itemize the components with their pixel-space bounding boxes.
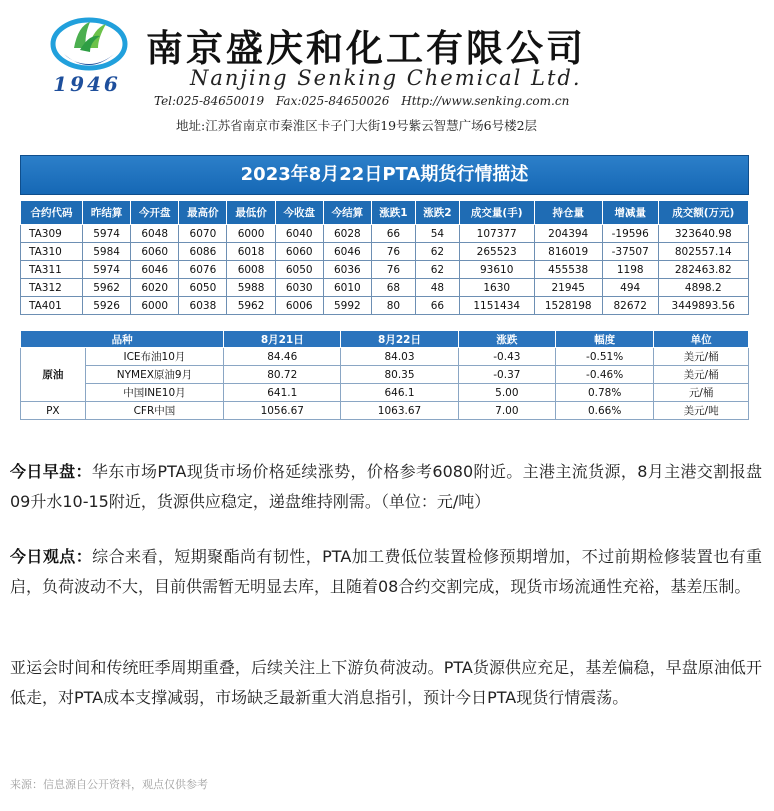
futures-header-cell: 涨跌1 [371, 201, 415, 225]
futures-cell: 6000 [131, 297, 179, 315]
d21-cell: 641.1 [224, 384, 341, 402]
futures-header-row [21, 201, 749, 225]
futures-cell: 1630 [459, 279, 534, 297]
futures-cell: 6060 [275, 243, 323, 261]
futures-header-cell: 增减量 [602, 201, 658, 225]
futures-cell: 5988 [227, 279, 275, 297]
percent-cell: 0.78% [556, 384, 654, 402]
d22-cell: 1063.67 [341, 402, 458, 420]
d21-cell: 80.72 [224, 366, 341, 384]
crude-header-cell: 8月21日 [224, 331, 341, 348]
d22-cell: 80.35 [341, 366, 458, 384]
futures-cell: 282463.82 [658, 261, 748, 279]
futures-cell: 1198 [602, 261, 658, 279]
futures-cell: 48 [415, 279, 459, 297]
futures-cell: 6008 [227, 261, 275, 279]
paragraph-label: 今日早盘： [10, 462, 92, 481]
futures-cell: 6050 [275, 261, 323, 279]
paragraph-text: 综合来看，短期聚酯尚有韧性，PTA加工费低位装置检修预期增加，不过前期检修装置也有重启，负荷波动不大，目前供需暂无明显去库，且随着08合约交割完成，现货市场流通性充裕，基差压制。 [10, 547, 762, 596]
futures-cell: 6018 [227, 243, 275, 261]
futures-cell: 5974 [83, 225, 131, 243]
futures-cell: 76 [371, 261, 415, 279]
change-cell: 7.00 [458, 402, 555, 420]
futures-header-cell: 最高价 [179, 201, 227, 225]
crude-header-row [21, 331, 749, 348]
futures-cell: 68 [371, 279, 415, 297]
futures-header-cell: 今收盘 [275, 201, 323, 225]
futures-row [21, 279, 749, 297]
futures-cell: 5984 [83, 243, 131, 261]
crude-row [21, 366, 749, 384]
futures-cell: 3449893.56 [658, 297, 748, 315]
percent-cell: 0.66% [556, 402, 654, 420]
fax-text: Fax:025-84650026 [275, 94, 390, 108]
futures-cell: 54 [415, 225, 459, 243]
d21-cell: 84.46 [224, 348, 341, 366]
futures-cell: 82672 [602, 297, 658, 315]
futures-cell: 62 [415, 243, 459, 261]
futures-table [20, 200, 749, 315]
futures-cell: 4898.2 [658, 279, 748, 297]
futures-cell: 323640.98 [658, 225, 748, 243]
company-name-cn: 南京盛庆和化工有限公司 [146, 26, 586, 70]
futures-cell: 455538 [534, 261, 602, 279]
futures-cell: 5992 [323, 297, 371, 315]
futures-cell: 6050 [179, 279, 227, 297]
change-cell: -0.37 [458, 366, 555, 384]
category-cell: 原油 [21, 348, 86, 402]
futures-cell: 5962 [227, 297, 275, 315]
contract-code-cell: TA310 [21, 243, 83, 261]
crude-row [21, 348, 749, 366]
futures-cell: 6006 [275, 297, 323, 315]
futures-cell: 21945 [534, 279, 602, 297]
contract-code-cell: TA311 [21, 261, 83, 279]
crude-row [21, 402, 749, 420]
crude-header-cell: 幅度 [556, 331, 654, 348]
unit-cell: 元/桶 [654, 384, 749, 402]
change-cell: 5.00 [458, 384, 555, 402]
website-link[interactable]: Http://www.senking.com.cn [401, 94, 570, 108]
futures-cell: 6046 [323, 243, 371, 261]
futures-cell: 204394 [534, 225, 602, 243]
futures-cell: 6076 [179, 261, 227, 279]
tel-text: Tel:025-84650019 [154, 94, 265, 108]
category-cell: PX [21, 402, 86, 420]
futures-cell: 6046 [131, 261, 179, 279]
futures-cell: 5962 [83, 279, 131, 297]
futures-cell: 6060 [131, 243, 179, 261]
futures-header-cell: 今结算 [323, 201, 371, 225]
futures-cell: -19596 [602, 225, 658, 243]
item-cell: NYMEX原油9月 [85, 366, 223, 384]
futures-cell: 6010 [323, 279, 371, 297]
futures-cell: 6000 [227, 225, 275, 243]
futures-cell: 816019 [534, 243, 602, 261]
futures-cell: 76 [371, 243, 415, 261]
unit-cell: 美元/吨 [654, 402, 749, 420]
futures-body [21, 225, 749, 315]
logo-year: 1946 [53, 72, 121, 96]
crude-table [20, 330, 749, 420]
paragraph-text: 华东市场PTA现货市场价格延续涨势，价格参考6080附近。主港主流货源，8月主港交割报盘09升水10-15附近，货源供应稳定，递盘维持刚需。（单位：元/吨） [10, 462, 762, 511]
futures-cell: 66 [415, 297, 459, 315]
futures-cell: 6048 [131, 225, 179, 243]
futures-cell: 5974 [83, 261, 131, 279]
source-note: 来源：信息源自公开资料，观点仅供参考 [10, 778, 208, 791]
futures-cell: 1528198 [534, 297, 602, 315]
change-cell: -0.43 [458, 348, 555, 366]
crude-header-cell: 单位 [654, 331, 749, 348]
futures-cell: 93610 [459, 261, 534, 279]
d21-cell: 1056.67 [224, 402, 341, 420]
futures-cell: -37507 [602, 243, 658, 261]
contact-line [154, 94, 577, 108]
item-cell: ICE布油10月 [85, 348, 223, 366]
futures-header-cell: 最低价 [227, 201, 275, 225]
crude-row [21, 384, 749, 402]
crude-header-cell: 8月22日 [341, 331, 458, 348]
crude-header-cell: 涨跌 [458, 331, 555, 348]
unit-cell: 美元/桶 [654, 348, 749, 366]
d22-cell: 646.1 [341, 384, 458, 402]
futures-header-cell: 合约代码 [21, 201, 83, 225]
contract-code-cell: TA312 [21, 279, 83, 297]
company-name-en: Nanjing Senking Chemical Ltd. [190, 66, 582, 90]
futures-cell: 5926 [83, 297, 131, 315]
futures-row [21, 261, 749, 279]
crude-header-cell: 品种 [21, 331, 224, 348]
report-title: 2023年8月22日PTA期货行情描述 [20, 155, 749, 195]
futures-cell: 265523 [459, 243, 534, 261]
contract-code-cell: TA401 [21, 297, 83, 315]
futures-cell: 6020 [131, 279, 179, 297]
futures-cell: 6038 [179, 297, 227, 315]
unit-cell: 美元/桶 [654, 366, 749, 384]
futures-header-cell: 成交额(万元) [658, 201, 748, 225]
d22-cell: 84.03 [341, 348, 458, 366]
futures-cell: 6030 [275, 279, 323, 297]
futures-header-cell: 今开盘 [131, 201, 179, 225]
futures-header-cell: 成交量(手) [459, 201, 534, 225]
futures-cell: 107377 [459, 225, 534, 243]
futures-cell: 494 [602, 279, 658, 297]
futures-cell: 80 [371, 297, 415, 315]
outlook-paragraph [10, 653, 762, 713]
today-view-paragraph [10, 542, 762, 602]
paragraph-text: 亚运会时间和传统旺季周期重叠，后续关注上下游负荷波动。PTA货源供应充足，基差偏稳，早盘原油低开低走，对PTA成本支撑减弱，市场缺乏最新重大消息指引，预计今日PTA现货行情震荡。 [10, 658, 762, 707]
address-text: 地址:江苏省南京市秦淮区卡子门大街19号紫云智慧广场6号楼2层 [176, 118, 538, 133]
futures-cell: 6036 [323, 261, 371, 279]
futures-row [21, 243, 749, 261]
futures-cell: 66 [371, 225, 415, 243]
percent-cell: -0.46% [556, 366, 654, 384]
futures-cell: 6040 [275, 225, 323, 243]
futures-header-cell: 涨跌2 [415, 201, 459, 225]
futures-cell: 62 [415, 261, 459, 279]
morning-session-paragraph [10, 457, 762, 517]
item-cell: 中国INE10月 [85, 384, 223, 402]
futures-cell: 6028 [323, 225, 371, 243]
contract-code-cell: TA309 [21, 225, 83, 243]
futures-cell: 1151434 [459, 297, 534, 315]
futures-header-cell: 昨结算 [83, 201, 131, 225]
futures-row [21, 297, 749, 315]
letterhead [0, 0, 774, 140]
percent-cell: -0.51% [556, 348, 654, 366]
item-cell: CFR中国 [85, 402, 223, 420]
futures-header-cell: 持仓量 [534, 201, 602, 225]
futures-cell: 6070 [179, 225, 227, 243]
futures-cell: 6086 [179, 243, 227, 261]
paragraph-label: 今日观点： [10, 547, 93, 566]
futures-cell: 802557.14 [658, 243, 748, 261]
futures-row [21, 225, 749, 243]
